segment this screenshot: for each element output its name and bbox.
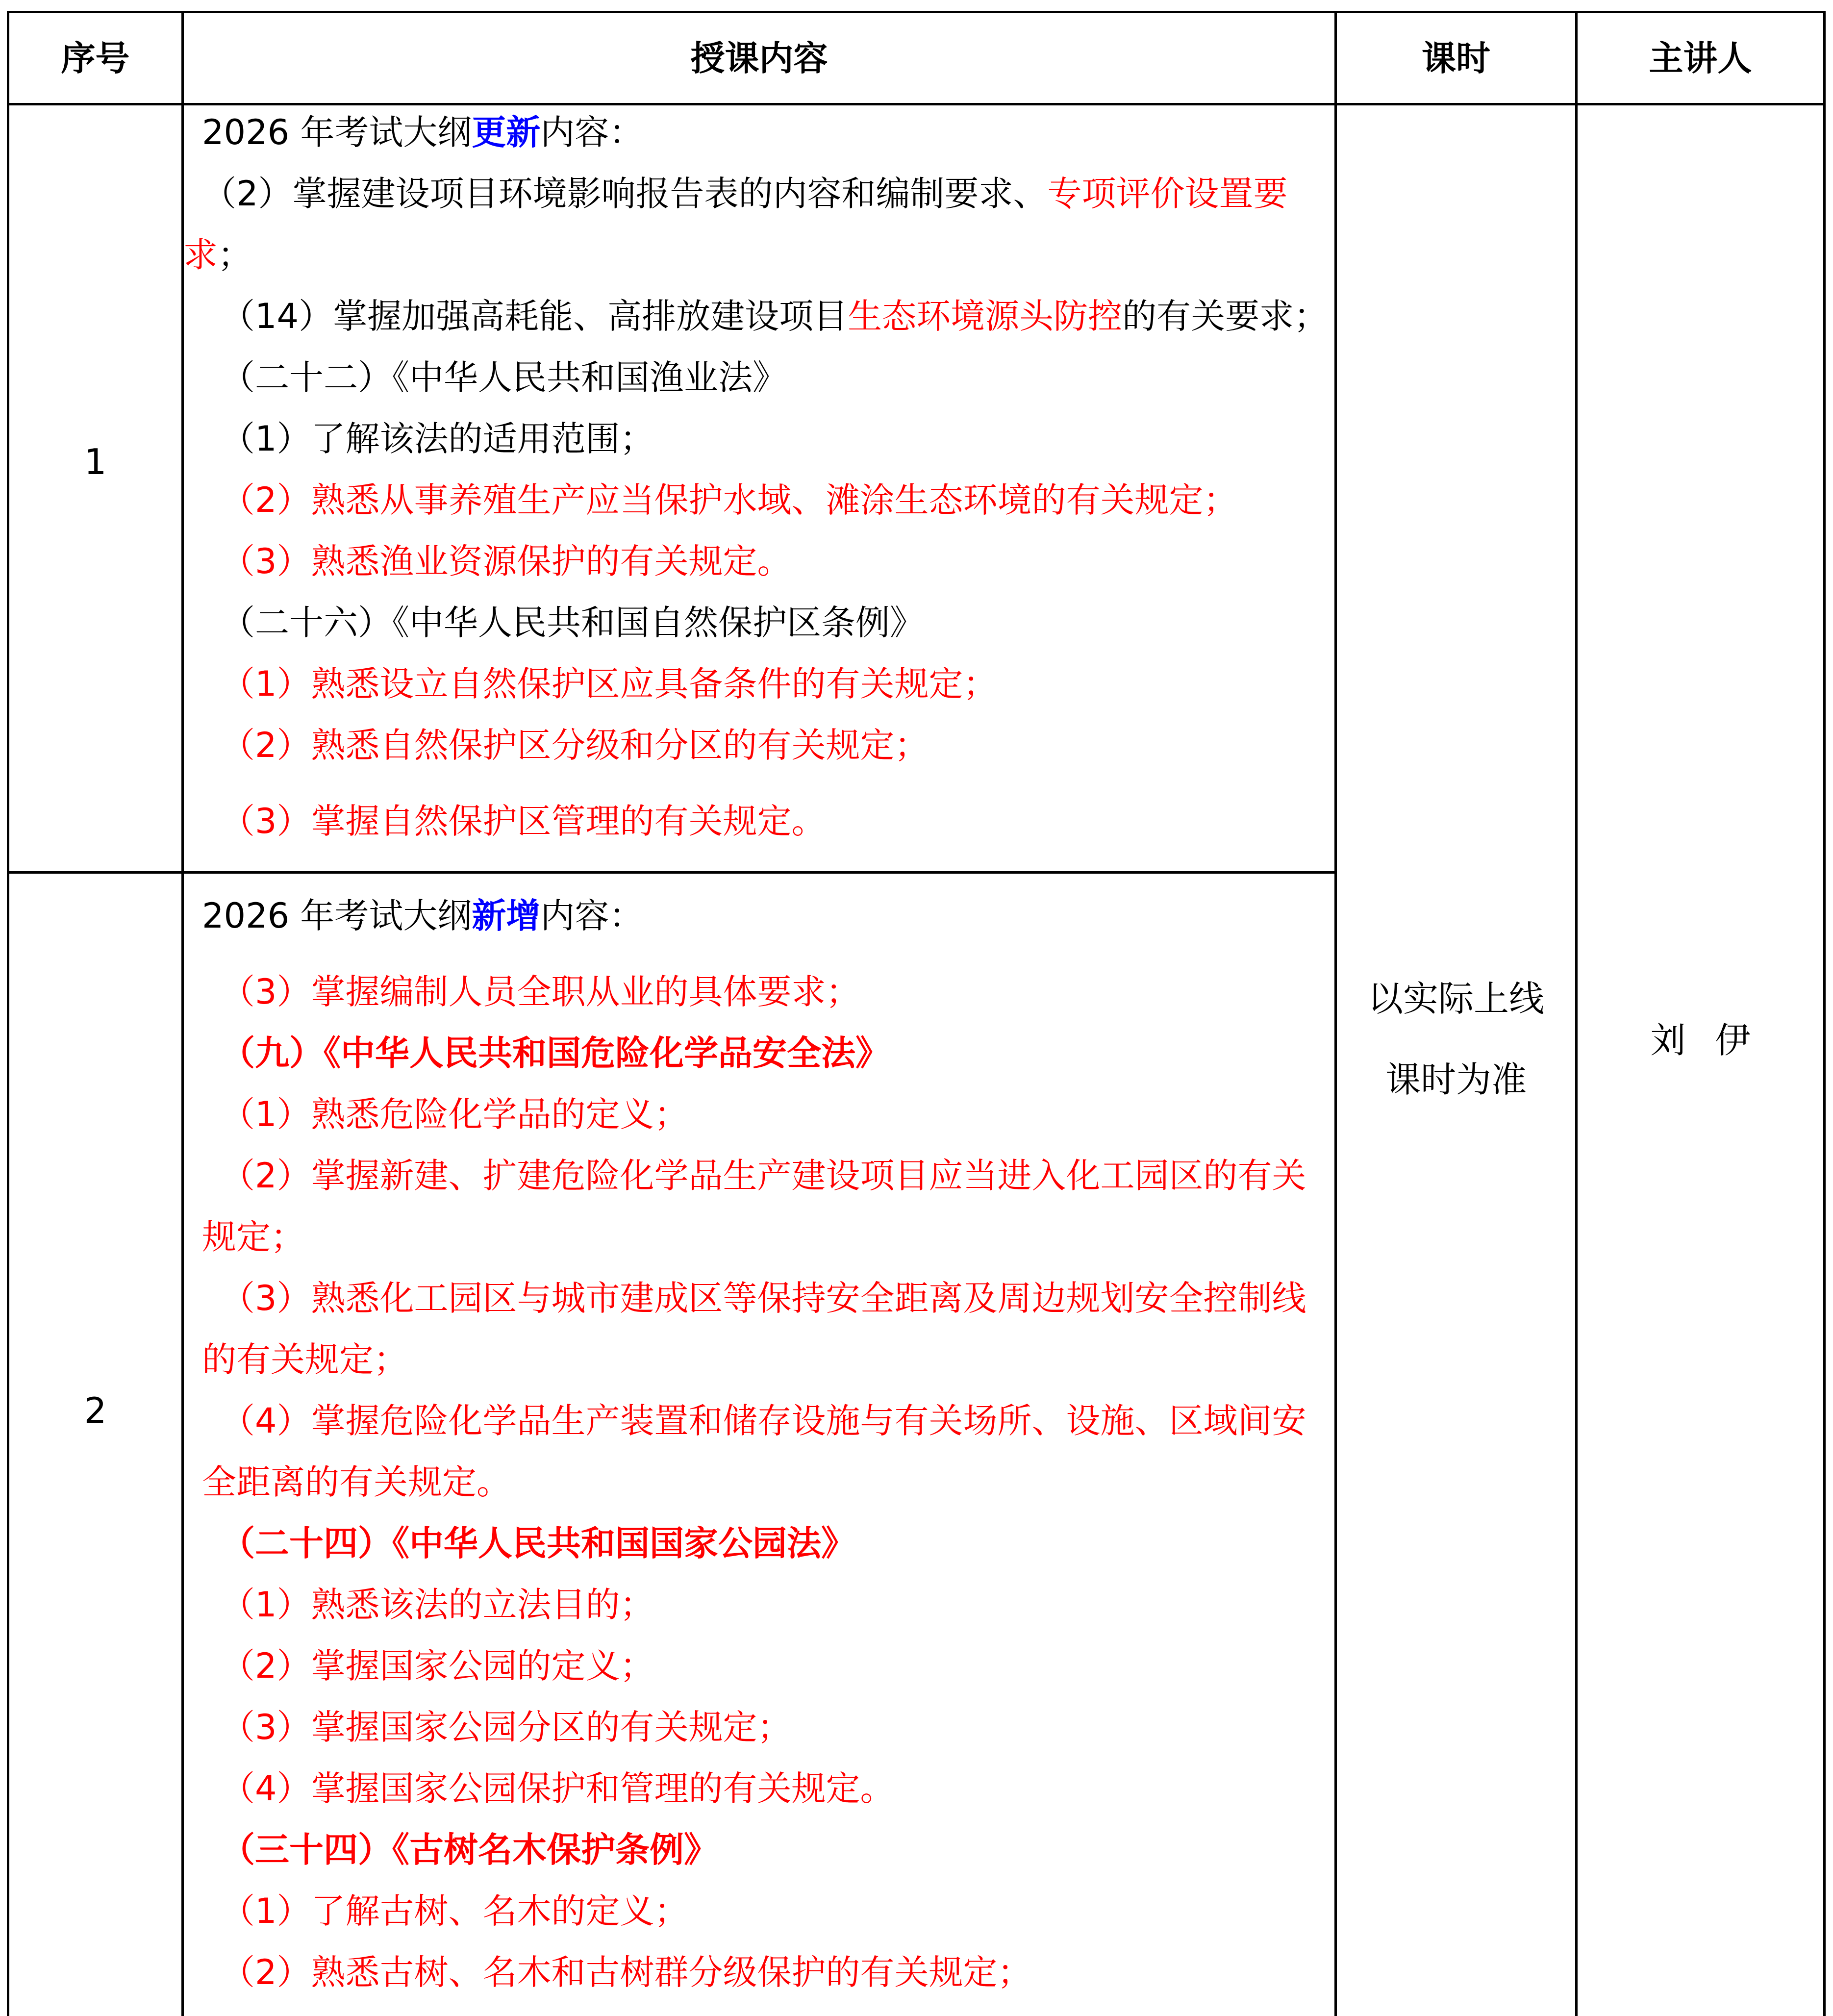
hours-note-line2: 课时为准: [1385, 1059, 1527, 1100]
row-2-item: （3）掌握国家公园分区的有关规定；: [221, 1707, 792, 1747]
intro-prefix: 2026 年考试大纲: [202, 112, 472, 152]
row-2-intro: [202, 885, 1325, 947]
table-border-right: [1823, 11, 1826, 2016]
row-2-number: 2: [84, 1390, 107, 1431]
row-1-item: （2）熟悉从事养殖生产应当保护水域、滩涂生态环境的有关规定；: [221, 480, 1238, 520]
row-1-number: 1: [84, 441, 107, 482]
header-content: 授课内容: [690, 38, 828, 78]
row-1-item: （3）掌握自然保护区管理的有关规定。: [221, 801, 826, 841]
item-text: （2）掌握新建、扩建危险化学品生产建设项目应当进入化工园区的有关规定；: [202, 1156, 1306, 1257]
row-divider: [7, 871, 1336, 874]
speaker-name: 刘伊: [1650, 1020, 1780, 1061]
row-2-law-heading: （三十四）《古树名木保护条例》: [221, 1830, 718, 1870]
intro-highlight-update: 更新: [472, 112, 541, 152]
item-text-end: 的有关要求；: [1122, 296, 1329, 336]
row-2-item: （2）熟悉古树、名木和古树群分级保护的有关规定；: [221, 1952, 1032, 1992]
table-border-left: [7, 11, 9, 2016]
row-1-law-heading: （二十六）《中华人民共和国自然保护区条例》: [221, 603, 924, 643]
course-table: [7, 11, 1826, 2016]
row-2-item: （3）掌握编制人员全职从业的具体要求；: [221, 972, 860, 1012]
row-1-content: [183, 102, 1329, 852]
row-2-item: （2）掌握国家公园的定义；: [221, 1646, 654, 1686]
item-text-end: ；: [218, 235, 252, 275]
item-text: （4）掌握危险化学品生产装置和储存设施与有关场所、设施、区域间安全距离的有关规定。: [202, 1401, 1306, 1502]
row-1-intro: [202, 102, 1325, 163]
intro-suffix: 内容：: [540, 896, 644, 936]
row-2-content: [202, 885, 1325, 2003]
row-2-item: [202, 1145, 1325, 1268]
row-2-item: （1）熟悉危险化学品的定义；: [221, 1094, 689, 1134]
item-text-changed: 专项评价设置要求: [183, 174, 1288, 275]
intro-suffix: 内容：: [540, 112, 644, 152]
item-text-changed: 生态环境源头防控: [848, 296, 1123, 336]
header-hours: 课时: [1422, 38, 1490, 78]
intro-prefix: 2026 年考试大纲: [202, 896, 472, 936]
row-2-law-heading: （二十四）《中华人民共和国国家公园法》: [221, 1523, 855, 1563]
row-2-item: [202, 1390, 1325, 1513]
row-1-item: （2）熟悉自然保护区分级和分区的有关规定；: [221, 725, 929, 765]
header-speaker: 主讲人: [1649, 38, 1752, 78]
intro-highlight-new: 新增: [472, 896, 541, 936]
item-text: （14）掌握加强高耗能、高排放建设项目: [221, 296, 848, 336]
header-no: 序号: [61, 38, 130, 78]
row-1-item: （3）熟悉渔业资源保护的有关规定。: [221, 541, 792, 581]
column-divider-no: [181, 11, 184, 2016]
row-1-law-heading: （二十二）《中华人民共和国渔业法》: [221, 357, 787, 398]
row-2-law-heading: （九）《中华人民共和国危险化学品安全法》: [221, 1033, 890, 1073]
row-2-item: （4）掌握国家公园保护和管理的有关规定。: [221, 1768, 895, 1809]
row-1-item: [202, 286, 1329, 347]
hours-note-line1: 以实际上线: [1367, 978, 1544, 1019]
row-2-item: （1）了解古树、名木的定义；: [221, 1891, 689, 1931]
row-1-item: [183, 163, 1325, 286]
row-1-item: （1）了解该法的适用范围；: [221, 419, 654, 459]
row-2-item: [202, 1268, 1325, 1390]
item-text: （3）熟悉化工园区与城市建成区等保持安全距离及周边规划安全控制线的有关规定；: [202, 1278, 1306, 1380]
row-2-item: （1）熟悉该法的立法目的；: [221, 1585, 654, 1625]
row-1-item: （1）熟悉设立自然保护区应具备条件的有关规定；: [221, 664, 998, 704]
item-text: （2）掌握建设项目环境影响报告表的内容和编制要求、: [202, 174, 1048, 214]
